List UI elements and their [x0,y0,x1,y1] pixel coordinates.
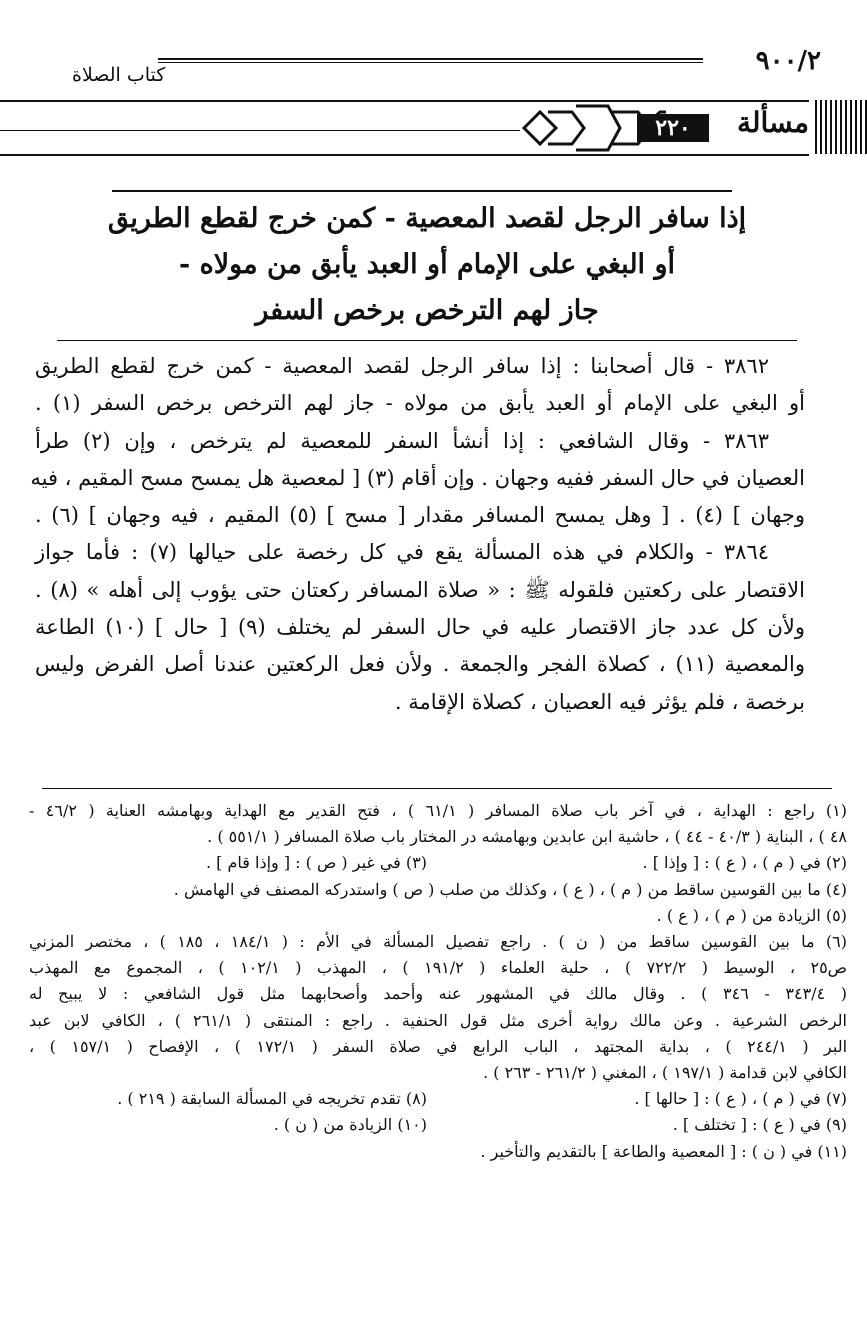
footnote-line: (٦) ما بين القوسين ساقط من ( ن ) . راجع تفصيل المسألة في الأم : ( ١٨٤/١ ، ١٨٥ ) ، مختصر المزني [29,932,847,952]
text-line: الاقتصار على ركعتين فلقوله ﷺ : « صلاة المسافر ركعتان حتى يؤوب إلى أهله » (٨) . [35,577,805,602]
text-line: ولأن كل عدد جاز الاقتصار عليه في حال السفر لم يختلف (٩) [ حال ] (١٠) الطاعة [35,615,805,640]
masala-label: مسألة [736,106,809,139]
footnote-line: (٩) في ( ع ) : [ تختلف ] . [672,1115,847,1135]
banner-rule [0,154,809,156]
footnote-line: الكافي لابن قدامة ( ١٩٧/١ ) ، المغني ( ٢٦١/٢ - ٢٦٣ ) . [483,1063,847,1083]
footnote-line: (١٠) الزيادة من ( ن ) . [273,1115,427,1135]
text-line: ٣٨٦٢ - قال أصحابنا : إذا سافر الرجل لقصد المعصية - كمن خرج لقطع الطريق [35,354,769,378]
footnote-pair [29,850,847,876]
footnote-line: (٥) الزيادة من ( م ) ، ( ع ) . [656,905,847,925]
title-line: إذا سافر الرجل لقصد المعصية - كمن خرج لقطع الطريق [107,203,747,234]
footnote-line: (٨) تقدم تخريجه في المسألة السابقة ( ٢١٩ ) . [117,1089,427,1109]
footnote-line: (٧) في ( م ) ، ( ع ) : [ حالها ] . [634,1089,847,1109]
footnote-line: (١) راجع : الهداية ، في آخر باب صلاة المسافر ( ٦١/١ ) ، فتح القدير مع الهداية وبهامشه العناية ( ٤٦/٢ - [29,801,847,820]
hatch-ornament [815,100,867,154]
header-rule [158,58,703,60]
text-line: وجهان ] (٤) . [ وهل يمسح المسافر مقدار [ مسح ] (٥) المقيم ، فيه وجهان ] (٦) . [35,503,806,528]
footnote-line: ص٢٥ ، الوسيط ( ٧٢٢/٢ ) ، حلية العلماء ( ١٩١/٢ ) ، المهذب ( ١٠٢/١ ) ، المجموع مع المهذب [29,958,847,978]
title-line: جاز لهم الترخص برخص السفر [255,295,599,326]
text-line: العصيان في حال السفر ففيه وجهان . وإن أقام (٣) [ لمعصية هل يمسح مسح المقيم ، فيه [30,465,805,490]
footnote-line: (٢) في ( م ) ، ( ع ) : [ وإذا ] . [642,853,847,873]
footnote-line: الرخص الشرعية . وعن مالك رواية أخرى مثل قول الحنفية . راجع : المنتقى ( ٢٦١/١ ) ، الكافي لابن عبد [29,1010,847,1030]
running-header [72,46,821,86]
banner-rule [0,100,809,102]
footnote-pair [29,1112,847,1138]
footnote-line: (٣) في غير ( ص ) : [ وإذا قام ] . [206,853,427,873]
footnote-pair [29,1086,847,1112]
footnote-line: (١١) في ( ن ) : [ المعصية والطاعة ] بالتقديم والتأخير . [480,1141,847,1161]
footnote-line: البر ( ٢٤٤/١ ) ، بداية المجتهد ، الباب الرابع في صلاة السفر ( ١٧٢/١ ) ، الإفصاح ( ١٥٧/١ ) ، [29,1036,848,1056]
footnotes [29,798,847,1165]
text-line: ٣٨٦٤ - والكلام في هذه المسألة يقع في كل رخصة على حيالها (٧) : فأما جواز [35,540,770,565]
footnote-line: ٤٨ ) ، البناية ( ٤٠/٣ - ٤٤ ) ، حاشية ابن عابدين وبهامشه در المختار باب صلاة المسافر ( ٥٥١/١ ) . [207,827,847,847]
issue-title [57,196,797,334]
banner-rule [0,130,520,131]
footnote-line: (٤) ما بين القوسين ساقط من ( م ) ، ( ع ) ، وكذلك من صلب ( ص ) واستدركه المصنف في الهامش . [173,879,847,899]
page-number: ٩٠٠/٢ [755,46,821,76]
title-rule [112,190,732,192]
text-line: والمعصية (١١) ، كصلاة الفجر والجمعة . ولأن فعل الركعتين عندنا أصل الفرض وليس [35,652,805,677]
masala-number: ٢٢٠ [637,114,709,142]
footnote-line: ( ٣٤٣/٤ - ٣٤٦ ) . وقال مالك في المشهور عنه وأحمد وأصحابهما مثل قول الشافعي : لا يبيح له [29,984,847,1004]
text-line: ٣٨٦٣ - وقال الشافعي : إذا أنشأ السفر للمعصية لم يترخص ، وإن (٢) طرأ [35,428,769,453]
masala-banner [0,100,867,156]
footnote-separator [42,788,832,789]
title-line: أو البغي على الإمام أو العبد يأبق من مولاه - [179,249,675,280]
title-rule [57,340,797,341]
text-line: برخصة ، فلم يؤثر فيه العصيان ، كصلاة الإقامة . [394,689,805,714]
text-line: أو البغي على الإمام أو العبد يأبق من مولاه - جاز لهم الترخص برخص السفر (١) . [35,391,805,416]
book-title: كتاب الصلاة [72,64,166,86]
header-rule [158,62,703,63]
main-text [30,348,806,721]
knot-ornament-icon [520,102,670,154]
